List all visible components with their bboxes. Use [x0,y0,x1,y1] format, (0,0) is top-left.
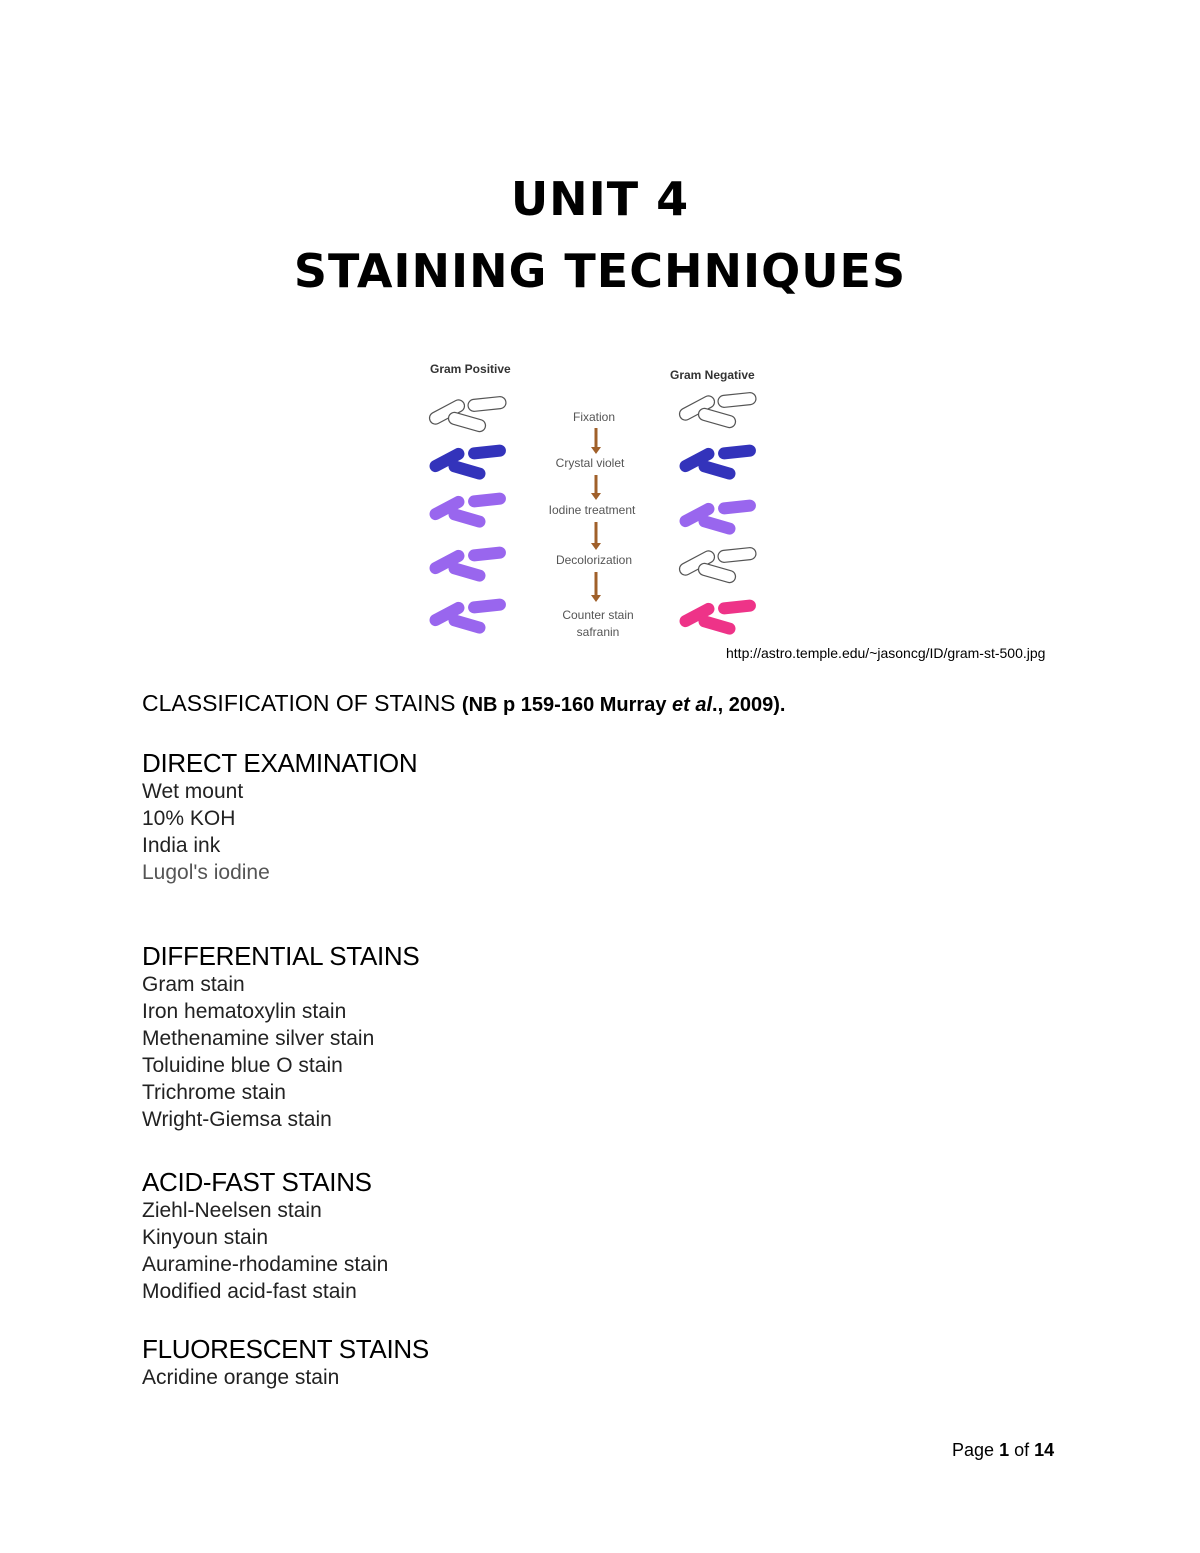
list-item: 10% KOH [142,807,236,830]
list-item: Toluidine blue O stain [142,1054,343,1077]
list-item: Trichrome stain [142,1081,286,1104]
section-fluorescent-stains [142,1334,429,1391]
section-direct-examination [142,748,417,886]
classification-title: CLASSIFICATION OF STAINS [142,690,456,716]
gram-negative-cell [717,392,756,408]
gram-positive-cell [467,444,506,460]
list-item: India ink [142,834,221,857]
gram-positive-cell [467,598,506,614]
list-item: Wet mount [142,780,244,803]
list-item: Modified acid-fast stain [142,1280,357,1303]
list-item: Acridine orange stain [142,1366,340,1389]
gram-negative-cell [717,599,756,615]
gram-positive-cell [447,561,487,583]
classification-reference: (NB p 159-160 Murray et al., 2009). [461,694,786,716]
unit-title: UNIT 4 [510,172,690,226]
gram-positive-cell [447,459,487,481]
gram-negative-cell [697,407,737,429]
list-item: Methenamine silver stain [142,1027,375,1050]
page-number: Page 1 of 14 [952,1440,1055,1460]
list-item: Wright-Giemsa stain [142,1108,332,1131]
image-source-url: http://astro.temple.edu/~jasoncg/ID/gram-st-500.jpg [726,645,1046,661]
step-safranin: safranin [576,625,620,639]
arrow-head [591,493,601,500]
gram-negative-cell [717,547,756,563]
gram-negative-cell [717,499,756,515]
gram-positive-cell [447,507,487,529]
gram-positive-cell [447,613,487,635]
step-fixation: Fixation [572,410,616,424]
section-heading: ACID-FAST STAINS [142,1167,372,1197]
gram-positive-cell [467,492,506,508]
arrow-head [591,447,601,454]
gram-negative-label: Gram Negative [670,368,755,382]
gram-negative-cell [697,459,737,481]
gram-positive-cell [467,546,506,562]
arrow-head [591,543,601,550]
step-crystal-violet: Crystal violet [555,456,625,470]
list-item: Gram stain [142,973,245,996]
list-item: Auramine-rhodamine stain [142,1253,389,1276]
section-differential-stains [142,941,419,1133]
classification-heading [142,690,785,717]
list-item: Lugol's iodine [142,861,270,884]
section-heading: DIFFERENTIAL STAINS [142,941,420,971]
gram-positive-label: Gram Positive [430,362,511,376]
list-item: Ziehl-Neelsen stain [142,1199,322,1222]
arrow-head [591,595,601,602]
section-acid-fast-stains [142,1167,388,1305]
gram-positive-cell [467,396,506,412]
gram-negative-cell [697,614,737,636]
gram-positive-cell [447,411,487,433]
step-decolorization: Decolorization [555,553,633,567]
list-item: Iron hematoxylin stain [142,1000,347,1023]
document-title: STAINING TECHNIQUES [293,244,907,298]
step-counter-stain: Counter stain [562,608,634,622]
gram-positive-cells [427,396,506,635]
gram-negative-cell [717,444,756,460]
gram-negative-cells [677,392,756,636]
gram-negative-cell [697,562,737,584]
section-heading: DIRECT EXAMINATION [142,748,418,778]
step-iodine-treatment: Iodine treatment [548,503,636,517]
section-heading: FLUORESCENT STAINS [142,1334,429,1364]
gram-negative-cell [697,514,737,536]
list-item: Kinyoun stain [142,1226,269,1249]
gram-stain-diagram [410,350,790,645]
